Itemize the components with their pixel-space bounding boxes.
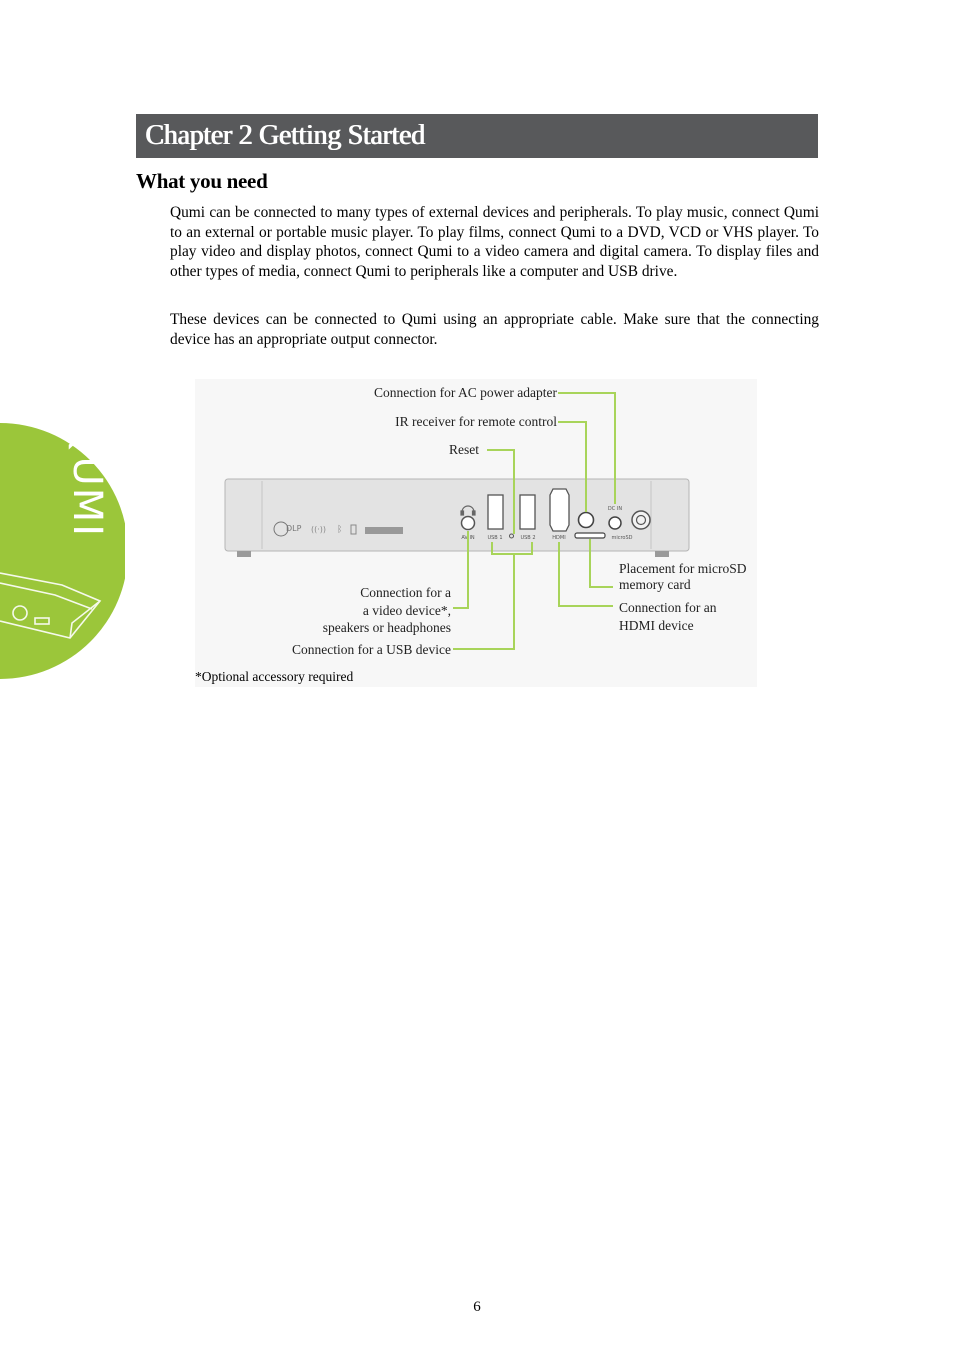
svg-text:HDMI: HDMI <box>552 535 566 541</box>
connection-paragraph: These devices can be connected to Qumi using an appropriate cable. Make sure that the connecting device has an appropriate output connector. <box>170 311 819 348</box>
qumi-side-tab <box>0 423 125 679</box>
ir-receiver-label: IR receiver for remote control <box>395 414 557 429</box>
wireless-logo-icon <box>311 525 326 534</box>
qumi-wordmark: QUMI <box>64 423 110 539</box>
section-heading: What you need <box>136 169 268 193</box>
av-in-port <box>462 517 475 530</box>
chapter-header-bar <box>136 114 818 158</box>
svg-text:microSD: microSD <box>611 535 633 541</box>
ac-power-label: Connection for AC power adapter <box>374 385 557 400</box>
reset-label: Reset <box>449 442 479 457</box>
hdmi-port <box>550 489 569 531</box>
usb2-port <box>520 495 535 529</box>
hdmi-label: Connection for an HDMI device <box>619 600 717 633</box>
svg-text:DC IN: DC IN <box>607 506 623 512</box>
bluetooth-logo-icon <box>337 524 342 535</box>
svg-text:((·)): ((·)) <box>311 525 327 534</box>
svg-text:ᛒ: ᛒ <box>337 525 343 535</box>
device-connections-figure <box>195 379 757 687</box>
microsd-label: Placement for microSD memory card <box>619 561 747 592</box>
dc-in-port <box>609 517 621 529</box>
svg-text:USB 1: USB 1 <box>487 535 503 541</box>
intro-paragraph: Qumi can be connected to many types of external devices and peripherals. To play music, connect Qumi to an external or portable music player. To play films, connect Qumi to a DVD, VCD or VHS player. To play video and display photos, connect Qumi to a video camera and digital camera. To display files and other types of media, connect Qumi to peripherals like a computer and USB drive. <box>170 204 819 280</box>
av-device-label: Connection for a a video device*, speakers or headphones <box>322 585 451 635</box>
svg-text:USB 2: USB 2 <box>520 535 536 541</box>
chapter-title: Chapter 2 Getting Started <box>145 120 425 151</box>
footnote: *Optional accessory required <box>195 669 354 684</box>
ir-receiver <box>579 513 594 528</box>
svg-text:DLP: DLP <box>286 524 302 533</box>
power-button-icon <box>632 511 650 529</box>
hdmi-logo-icon <box>365 527 403 534</box>
usb1-port <box>488 495 503 529</box>
page-number: 6 <box>473 1299 481 1315</box>
av-in-port-label: AV IN <box>461 535 475 541</box>
usb-device-label: Connection for a USB device <box>292 642 451 657</box>
microsd-slot <box>575 533 605 538</box>
qumi-brand-graphic <box>0 423 125 679</box>
